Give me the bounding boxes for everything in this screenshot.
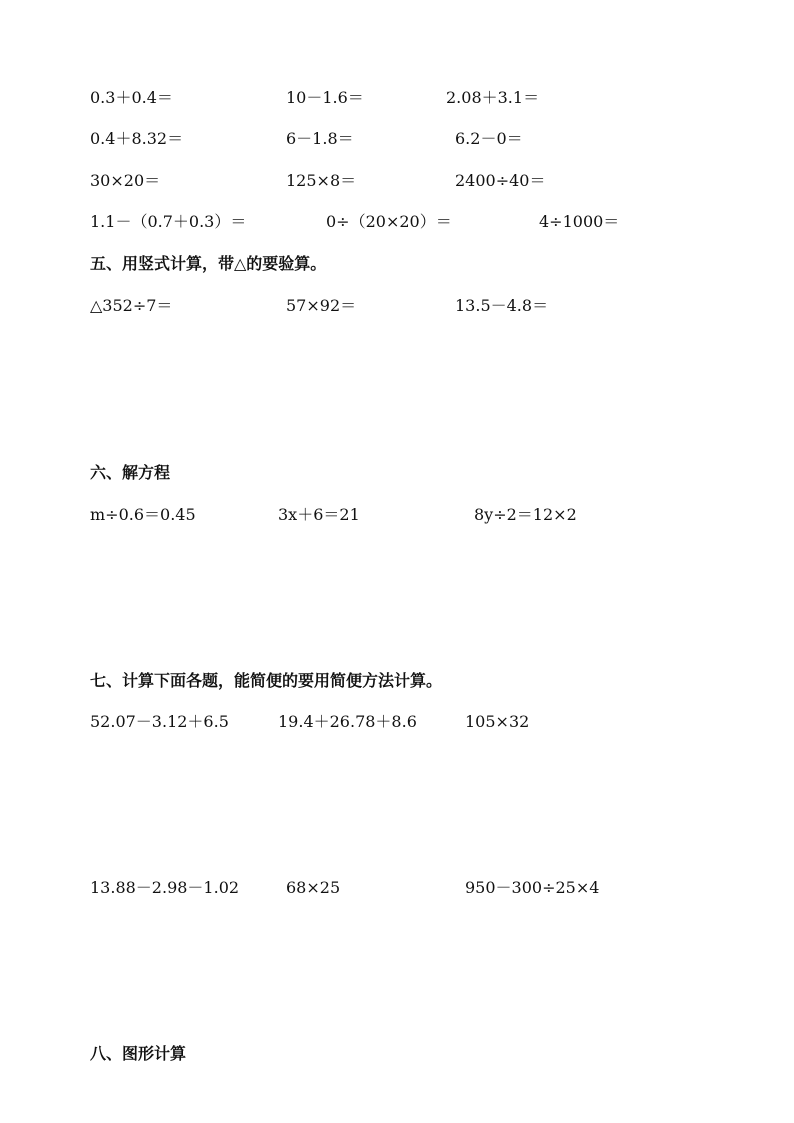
expression-item: 19.4＋26.78＋8.6 [278, 712, 417, 731]
calc-row-1 [0, 86, 794, 110]
calc-item: 10－1.6＝ [286, 88, 364, 107]
calc-item: 1.1－（0.7＋0.3）＝ [90, 212, 247, 231]
expression-item: 13.88－2.98－1.02 [90, 878, 240, 897]
calc-item: 0÷（20×20）＝ [326, 212, 452, 231]
calc-row-3 [0, 169, 794, 193]
calc-item: 30×20＝ [90, 171, 161, 190]
calc-item: 4÷1000＝ [539, 212, 620, 231]
equation-item: 8y÷2＝12×2 [474, 505, 577, 524]
calc-item: 6.2－0＝ [455, 129, 523, 148]
calc-item: 2400÷40＝ [455, 171, 546, 190]
problem-item: 57×92＝ [286, 296, 357, 315]
section-7-title: 七、计算下面各题，能简便的要用简便方法计算。 [90, 671, 443, 690]
calc-item: 6－1.8＝ [286, 129, 354, 148]
calc-item: 125×8＝ [286, 171, 357, 190]
section-8-title: 八、图形计算 [90, 1044, 187, 1063]
expression-item: 950－300÷25×4 [465, 878, 600, 897]
calc-item: 0.3＋0.4＝ [90, 88, 173, 107]
problem-item: 13.5－4.8＝ [455, 296, 549, 315]
calc-row-2 [0, 127, 794, 151]
section-6-title: 六、解方程 [90, 463, 171, 482]
calc-row-4 [0, 210, 794, 234]
section-7-row-2 [0, 876, 794, 900]
expression-item: 68×25 [286, 878, 341, 897]
calc-item: 2.08＋3.1＝ [446, 88, 540, 107]
expression-item: 105×32 [465, 712, 530, 731]
equation-item: m÷0.6＝0.45 [90, 505, 196, 524]
section-5-title: 五、用竖式计算，带△的要验算。 [90, 254, 327, 273]
problem-item: △352÷7＝ [90, 296, 173, 315]
section-7-row-1 [0, 710, 794, 734]
equation-item: 3x＋6＝21 [278, 505, 360, 524]
section-6-equations [0, 503, 794, 527]
calc-item: 0.4＋8.32＝ [90, 129, 184, 148]
expression-item: 52.07－3.12＋6.5 [90, 712, 229, 731]
section-5-problems [0, 294, 794, 318]
